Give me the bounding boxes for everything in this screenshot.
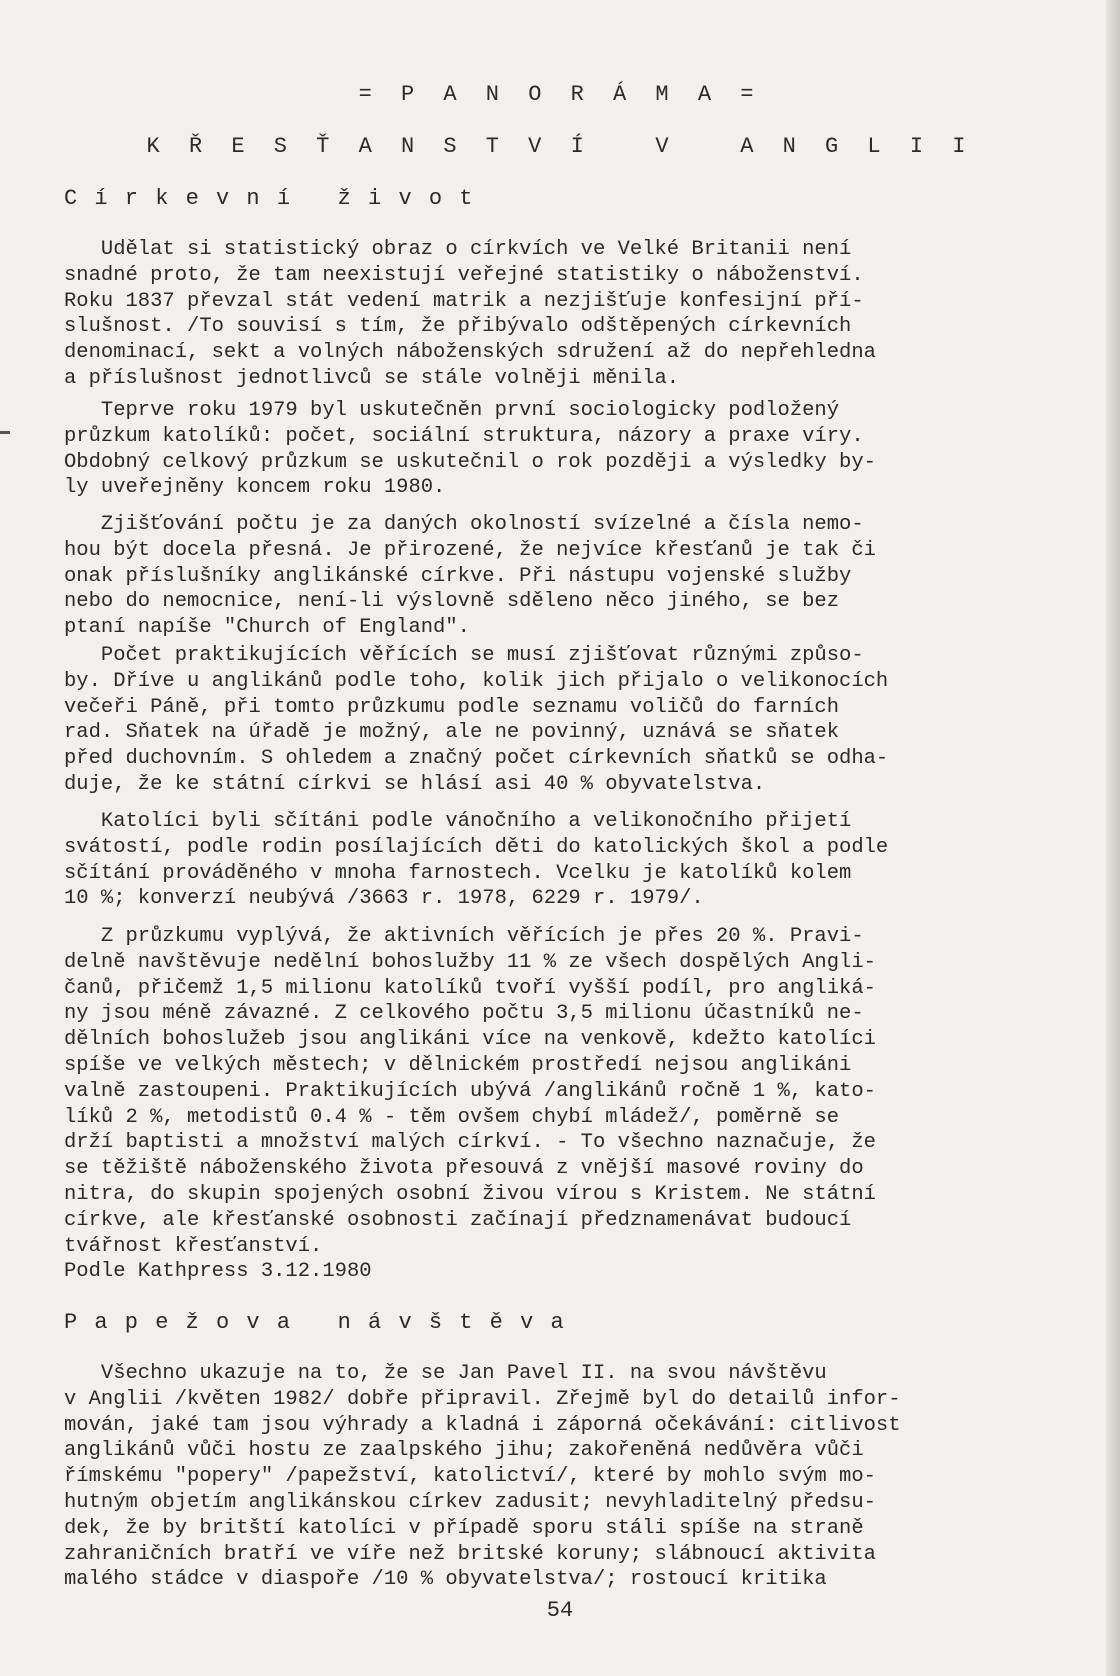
- page-edge-shadow: [1106, 0, 1120, 1676]
- source-line: Podle Kathpress 3.12.1980: [64, 1260, 372, 1283]
- paragraph-7: Všechno ukazuje na to, že se Jan Pavel II. na svou návštěvu v Anglii /květen 1982/ dobře připravil. Zřejmě byl do detailů infor- mován, jaké tam jsou výhrady a kladná i záporná očekávání: citlivost anglikánů vůči hostu ze zaalpského jihu; zakořeněná nedůvěra vůči římskému "popery" /papežství, katolictví/, které by mohlo svým mo- hutným objetím anglikánskou církev zadusit; nevyhladitelný předsu- dek, že by britští katolíci v případě sporu stáli spíše na straně zahraničních bratří ve víře než britské koruny; slábnoucí aktivita malého stádce v diaspoře /10 % obyvatelstva/; rostoucí kritika: [64, 1362, 901, 1592]
- paragraph-2: Teprve roku 1979 byl uskutečněn první sociologicky podložený průzkum katolíků: počet, sociální struktura, názory a praxe víry. Obdobný celkový průzkum se uskutečnil o rok později a výsledky by- ly uveřejněny koncem roku 1980.: [64, 399, 876, 500]
- page-title: = P A N O R Á M A =: [358, 82, 762, 107]
- section-heading-pope-visit: P a p e ž o v a n á v š t ě v a: [64, 1310, 566, 1335]
- page-number: 54: [546, 1598, 574, 1623]
- paragraph-5: Katolíci byli sčítáni podle vánočního a velikonočního přijetí svátostí, podle rodin posílajících děti do katolických škol a podle sčítání prováděného v mnoha farnostech. Vcelku je katolíků kolem 10 %; konverzí neubývá /3663 r. 1978, 6229 r. 1979/.: [64, 810, 889, 911]
- section-heading-church-life: C í r k e v n í ž i v o t: [64, 186, 475, 211]
- margin-mark: [0, 431, 10, 434]
- page-subtitle: K Ř E S Ť A N S T V Í V A N G L I I: [146, 134, 974, 159]
- paragraph-3: Zjišťování počtu je za daných okolností svízelné a čísla nemo- hou být docela přesná. Je přirozené, že nejvíce křesťanů je tak či onak příslušníky anglikánské církve. Při nástupu vojenské služby nebo do nemocnice, není-li výslovně sděleno něco jiného, se bez ptaní napíše "Church of England".: [64, 513, 876, 640]
- paragraph-1: Udělat si statistický obraz o církvích ve Velké Britanii není snadné proto, že tam neexistují veřejné statistiky o náboženství. Roku 1837 převzal stát vedení matrik a nezjišťuje konfesijní pří- slušnost. /To souvisí s tím, že přibývalo odštěpených církevních denominací, sekt a volných náboženských sdružení až do nepřehledna a příslušnost jednotlivců se stále volněji měnila.: [64, 238, 876, 390]
- paragraph-4: Počet praktikujících věřících se musí zjišťovat různými způso- by. Dříve u anglikánů podle toho, kolik jich přijalo o velikonocích večeři Páně, při tomto průzkumu podle seznamu voličů do farních rad. Sňatek na úřadě je možný, ale ne povinný, uznává se sňatek před duchovním. S ohledem a značný počet církevních sňatků se odha- duje, že ke státní církvi se hlásí asi 40 % obyvatelstva.: [64, 644, 889, 796]
- paragraph-6: Z průzkumu vyplývá, že aktivních věřících je přes 20 %. Pravi- delně navštěvuje nedělní bohoslužby 11 % ze všech dospělých Angli- čanů, přičemž 1,5 milionu katolíků tvoří vyšší podíl, pro angliká- ny jsou méně závazné. Z celkového počtu 3,5 milionu účastníků ne- dělních bohoslužeb jsou anglikáni více na venkově, kdežto katolíci spíše ve velkých městech; v dělnickém prostředí nejsou anglikáni valně zastoupeni. Praktikujících ubývá /anglikánů ročně 1 %, kato- líků 2 %, metodistů 0.4 % - těm ovšem chybí mládež/, poměrně se drží baptisti a množství malých církví. - To všechno naznačuje, že se těžiště náboženského života přesouvá z vnější masové roviny do nitra, do skupin spojených osobní živou vírou s Kristem. Ne státní církve, ale křesťanské osobnosti začínají předznamenávat budoucí tvářnost křesťanství.: [64, 925, 876, 1258]
